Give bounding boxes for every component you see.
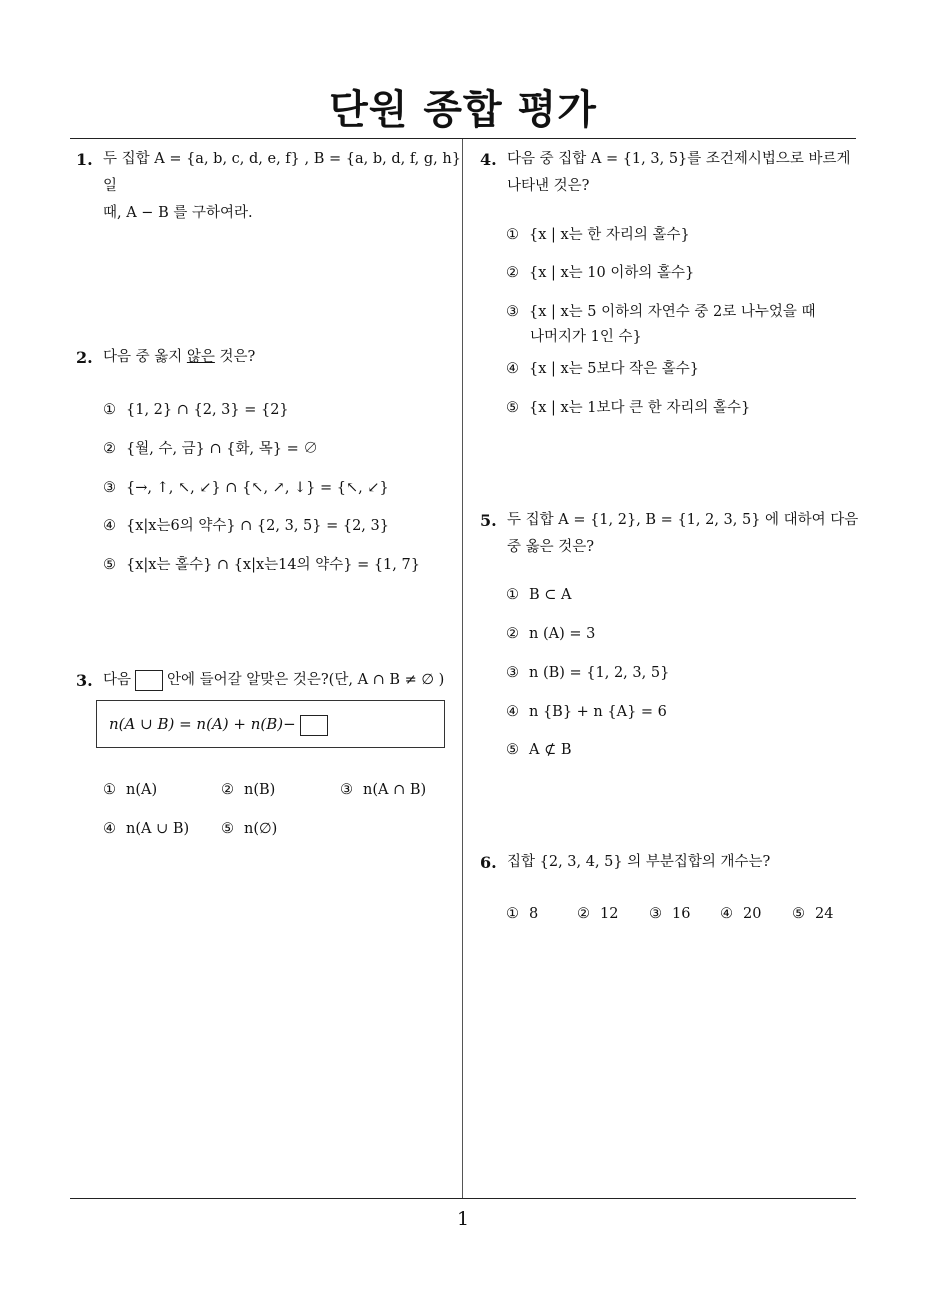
question-stem [103,344,461,371]
choice-mark: ② [577,906,590,922]
choice-text: 20 [743,906,762,922]
choice-4[interactable] [103,816,189,842]
choice-mark: ① [506,587,519,603]
choice-mark: ③ [649,906,662,922]
choice-text: n (A) = 3 [529,626,596,642]
question-stem-line: 두 집합 A = {1, 2}, B = {1, 2, 3, 5} 에 대하여 다음 [507,512,859,528]
choice-text: {월, 수, 금} ∩ {화, 목} = ∅ [126,441,318,457]
question-3 [76,667,461,694]
choice-mark: ③ [340,782,353,798]
choice-text: 16 [672,906,691,922]
choice-mark: ④ [720,906,733,922]
choice-text: n (B) = {1, 2, 3, 5} [529,665,670,681]
choice-2[interactable] [103,436,318,462]
question-stem-line: 나타낸 것은? [507,178,590,194]
choice-4[interactable] [506,356,699,382]
choice-text: n(∅) [244,821,278,837]
question-stem [507,146,860,200]
choice-1[interactable] [506,901,538,927]
question-6 [480,849,860,876]
question-stem-line: 때, A − B 를 구하여라. [103,205,253,221]
choice-mark: ⑤ [506,742,519,758]
question-stem-line: 집합 {2, 3, 4, 5} 의 부분집합의 개수는? [507,854,771,870]
choice-text: {x|x는 홀수} ∩ {x|x는14의 약수} = {1, 7} [126,557,420,573]
question-stem [507,507,860,561]
choice-4[interactable] [103,513,389,539]
question-1 [76,146,461,227]
question-number: 1. [76,150,93,169]
choice-mark: ① [506,906,519,922]
choice-text: 12 [600,906,619,922]
question-stem [507,849,860,876]
question-stem-line: 다음 중 집합 A = {1, 3, 5}를 조건제시법으로 바르게 [507,151,851,167]
answer-blank [300,715,328,736]
page-number: 1 [456,1208,470,1230]
choice-5[interactable] [221,816,277,842]
choice-text: {→, ↑, ↖, ↙} ∩ {↖, ↗, ↓} = {↖, ↙} [126,480,389,496]
choice-text: n(A ∩ B) [363,782,427,798]
question-number: 2. [76,348,93,367]
choice-text: n(A) [126,782,158,798]
choice-mark: ⑤ [792,906,805,922]
choice-2[interactable] [577,901,618,927]
stem-emphasis: 않은 [186,349,215,365]
choice-mark: ③ [103,480,116,496]
choice-1[interactable] [103,397,289,423]
choice-text: {x | x는 5보다 작은 홀수} [529,361,700,377]
choice-mark: ① [103,402,116,418]
stem-text: 안에 들어갈 알맞은 것은?(단, A ∩ B ≠ ∅ ) [167,672,445,688]
choice-mark: ④ [103,518,116,534]
choice-mark: ④ [506,704,519,720]
header-rule [70,138,856,139]
answer-blank [135,670,163,691]
choice-text: n(A ∪ B) [126,821,190,837]
choice-text: n(B) [244,782,276,798]
question-stem [103,146,461,227]
choice-3[interactable] [340,777,426,803]
choice-mark: ③ [506,304,519,320]
choice-5[interactable] [506,737,572,763]
choice-text: B ⊂ A [529,587,572,603]
choice-text: A ⊄ B [529,742,572,758]
choice-1[interactable] [506,222,690,248]
choice-text: {x | x는 10 이하의 홀수} [529,265,695,281]
question-stem-line: 중 옳은 것은? [507,539,595,555]
question-number: 5. [480,511,497,530]
choice-5[interactable] [103,552,420,578]
choice-3[interactable] [649,901,690,927]
choice-mark: ① [506,227,519,243]
choice-5[interactable] [792,901,833,927]
choice-mark: ④ [103,821,116,837]
choice-mark: ⑤ [103,557,116,573]
choice-3[interactable] [103,475,389,501]
choice-text: 24 [815,906,834,922]
choice-text: 나머지가 1인 수} [530,329,642,345]
choice-text: {1, 2} ∩ {2, 3} = {2} [126,402,289,418]
choice-3[interactable] [506,660,669,686]
page-title: 단원 종합 평가 [329,87,597,133]
choice-4[interactable] [506,699,667,725]
choice-text: 8 [529,906,539,922]
formula-box [96,700,445,748]
choice-mark: ② [103,441,116,457]
choice-mark: ② [221,782,234,798]
choice-text: {x | x는 5 이하의 자연수 중 2로 나누었을 때 [529,304,816,320]
choice-text: {x | x는 1보다 큰 한 자리의 홀수} [529,400,751,416]
choice-text: {x | x는 한 자리의 홀수} [529,227,690,243]
question-number: 3. [76,671,93,690]
choice-text: {x|x는6의 약수} ∩ {2, 3, 5} = {2, 3} [126,518,389,534]
choice-mark: ⑤ [221,821,234,837]
footer-rule [70,1198,856,1199]
choice-text: n {B} + n {A} = 6 [529,704,667,720]
stem-text: 다음 중 옳지 [103,349,187,365]
choice-mark: ② [506,626,519,642]
choice-2[interactable] [506,260,694,286]
choice-3-continued [530,324,642,350]
formula-text: n(A ∪ B) = n(A) + n(B)− [109,715,296,733]
choice-3[interactable] [506,299,816,325]
question-number: 4. [480,150,497,169]
choice-mark: ④ [506,361,519,377]
stem-text: 다음 [103,672,132,688]
column-divider [462,139,463,1199]
question-2 [76,344,461,371]
choice-5[interactable] [506,395,750,421]
choice-mark: ② [506,265,519,281]
question-5 [480,507,860,561]
formula [109,711,332,737]
choice-mark: ⑤ [506,400,519,416]
choice-mark: ③ [506,665,519,681]
stem-text: 것은? [214,349,256,365]
choice-mark: ① [103,782,116,798]
choice-1[interactable] [506,582,572,608]
question-4 [480,146,860,200]
choice-2[interactable] [221,777,275,803]
question-stem [103,667,461,694]
question-number: 6. [480,853,497,872]
choice-2[interactable] [506,621,595,647]
choice-1[interactable] [103,777,157,803]
question-stem-line: 두 집합 A = {a, b, c, d, e, f} , B = {a, b, d, f, g, h} 일 [103,151,461,194]
choice-4[interactable] [720,901,761,927]
